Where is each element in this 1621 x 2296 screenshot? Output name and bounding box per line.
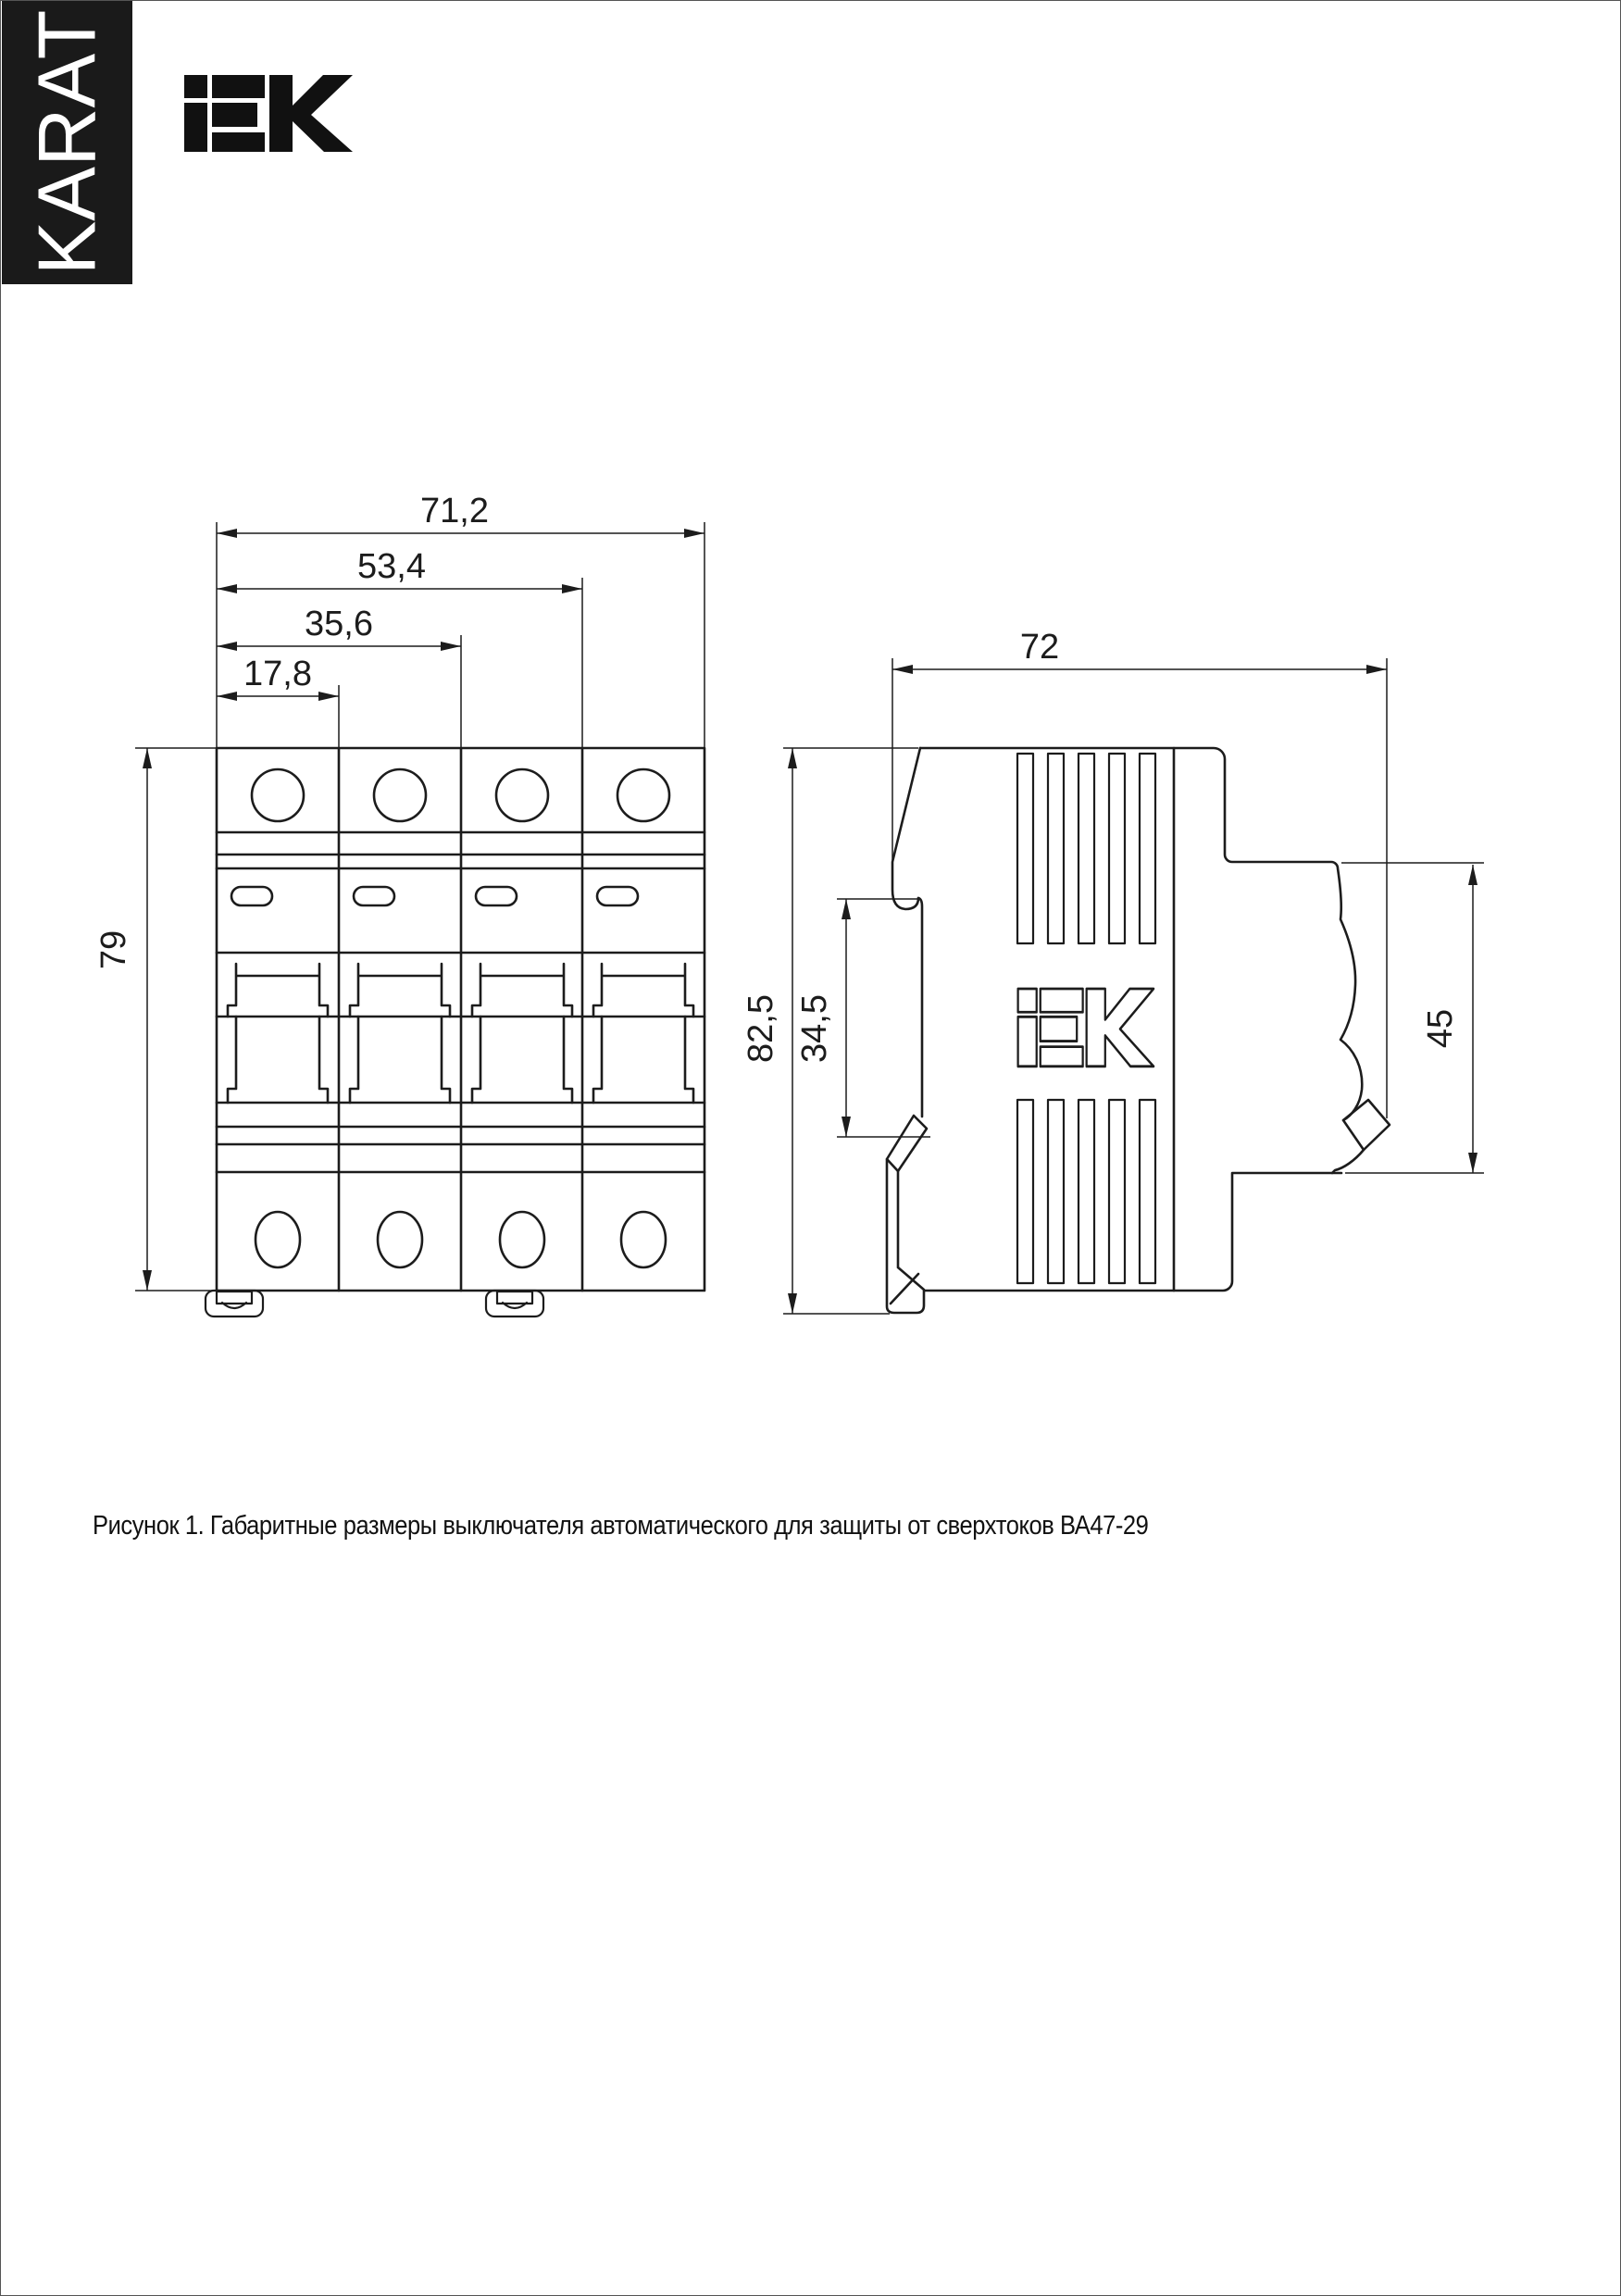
side-toggle: [1343, 1100, 1390, 1150]
dim-label-front-height: 45: [1421, 1008, 1460, 1049]
front-label-windows: [231, 887, 638, 905]
dim-label-width-1: 17,8: [243, 655, 312, 693]
technical-drawing: [1, 1, 1621, 2296]
front-view: [206, 748, 705, 1316]
side-view: [887, 748, 1390, 1313]
front-din-clips: [206, 1291, 543, 1316]
dim-label-depth: 72: [1019, 628, 1060, 667]
side-din-latch: [887, 1116, 927, 1171]
figure-caption: Рисунок 1. Габаритные размеры выключателя автоматического для защиты от сверхтоков ВА47-29: [93, 1511, 1149, 1541]
dim-label-rail-recess: 34,5: [795, 994, 834, 1063]
dim-label-side-height: 82,5: [742, 994, 780, 1063]
dim-label-width-2: 35,6: [305, 605, 373, 643]
side-iek-logo: [1018, 989, 1154, 1067]
side-ribs-upper: [1017, 754, 1155, 943]
karat-banner-text: KARAT: [20, 9, 113, 276]
side-outline-top: [920, 748, 1362, 1120]
dim-label-width-total: 71,2: [420, 492, 489, 530]
dim-label-width-3: 53,4: [357, 547, 426, 586]
dim-label-height: 79: [94, 930, 133, 970]
side-ribs-lower: [1017, 1100, 1155, 1283]
dimension-labels: [94, 492, 1460, 1063]
